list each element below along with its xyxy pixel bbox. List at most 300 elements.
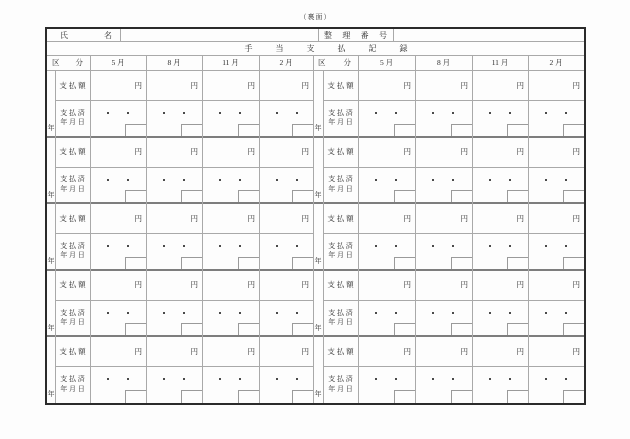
block-divider-line <box>47 136 584 138</box>
date-dot-icon <box>489 112 491 114</box>
amount-cell <box>259 270 313 300</box>
date-dot-icon <box>183 312 185 314</box>
year-cell <box>47 137 55 204</box>
date-dot-icon <box>509 378 511 380</box>
paid-date-label-line1: 支 払 済 <box>60 241 85 250</box>
grid-line-vertical <box>202 55 203 403</box>
yen-suffix: 円 <box>403 213 411 223</box>
paid-date-cell <box>202 366 259 403</box>
grid-line-horizontal <box>323 233 584 234</box>
paid-date-label-line2: 年 月 日 <box>328 118 353 127</box>
amount-label: 支 払 額 <box>327 346 354 356</box>
serial-number-label <box>318 29 393 41</box>
paid-date-cell <box>528 167 584 204</box>
yen-suffix: 円 <box>134 147 142 157</box>
yen-suffix: 円 <box>247 147 255 157</box>
month-header-cell <box>415 55 472 70</box>
grid-line-horizontal <box>55 100 313 101</box>
date-dot-icon <box>163 112 165 114</box>
paid-date-cell <box>146 100 202 137</box>
yen-suffix: 円 <box>460 280 468 290</box>
paid-date-label-line2: 年 月 日 <box>60 318 85 327</box>
yen-suffix: 円 <box>460 80 468 90</box>
amount-cell <box>415 137 472 167</box>
paid-date-cell <box>259 300 313 337</box>
paid-date-label-line1: 支 払 済 <box>328 308 353 317</box>
year-label: 年 <box>314 257 322 266</box>
amount-cell <box>146 270 202 300</box>
date-dot-icon <box>395 112 397 114</box>
month-header-cell <box>472 55 528 70</box>
amount-cell <box>202 270 259 300</box>
yen-suffix: 円 <box>403 346 411 356</box>
block-divider-line <box>47 269 584 271</box>
paid-date-label-line1: 支 払 済 <box>60 175 85 184</box>
amount-label: 支 払 額 <box>59 280 86 290</box>
date-dot-icon <box>375 112 377 114</box>
month-header-cell <box>90 55 146 70</box>
date-dot-icon <box>107 245 109 247</box>
amount-cell <box>358 137 415 167</box>
month-header-label: 8 月 <box>436 58 451 67</box>
year-cell <box>47 203 55 270</box>
date-dot-icon <box>296 312 298 314</box>
serial-label-char: 整 <box>324 30 332 40</box>
paid-date-cell <box>202 100 259 137</box>
category-label-char: 分 <box>75 58 83 67</box>
amount-label-cell <box>323 203 358 233</box>
year-label: 年 <box>47 323 55 332</box>
amount-cell <box>259 336 313 366</box>
date-dot-icon <box>107 378 109 380</box>
amount-cell <box>90 336 146 366</box>
serial-value-field <box>393 29 584 41</box>
paid-date-label-cell <box>323 167 358 204</box>
date-dot-icon <box>395 378 397 380</box>
amount-label-cell <box>55 70 90 100</box>
date-dot-icon <box>432 378 434 380</box>
grid-line-vertical <box>90 55 91 403</box>
amount-label-cell <box>323 137 358 167</box>
serial-label-char: 番 <box>360 30 369 40</box>
yen-suffix: 円 <box>190 147 198 157</box>
paid-date-label-cell <box>55 300 90 337</box>
year-label: 年 <box>314 323 322 332</box>
date-dot-icon <box>565 179 567 181</box>
year-label: 年 <box>314 190 322 199</box>
yen-suffix: 円 <box>516 346 524 356</box>
date-dot-icon <box>276 179 278 181</box>
paid-date-cell <box>202 233 259 270</box>
date-dot-icon <box>296 112 298 114</box>
date-dot-icon <box>509 245 511 247</box>
serial-label-char: 号 <box>378 30 387 40</box>
date-dot-icon <box>452 179 454 181</box>
amount-label: 支 払 額 <box>327 280 354 290</box>
amount-label-cell <box>323 70 358 100</box>
yen-suffix: 円 <box>403 80 411 90</box>
date-dot-icon <box>432 179 434 181</box>
name-label-char: 氏 <box>60 30 68 40</box>
paid-date-cell <box>259 366 313 403</box>
date-dot-icon <box>296 179 298 181</box>
date-dot-icon <box>219 312 221 314</box>
date-dot-icon <box>545 378 547 380</box>
paid-date-cell <box>358 167 415 204</box>
paid-date-cell <box>415 167 472 204</box>
date-dot-icon <box>395 179 397 181</box>
yen-suffix: 円 <box>134 346 142 356</box>
grid-line-horizontal <box>323 366 584 367</box>
yen-suffix: 円 <box>190 280 198 290</box>
paid-date-cell <box>472 300 528 337</box>
paid-date-cell <box>146 300 202 337</box>
category-header-cell <box>313 55 358 70</box>
date-dot-icon <box>183 245 185 247</box>
yen-suffix: 円 <box>301 346 309 356</box>
paid-date-cell <box>528 366 584 403</box>
paid-date-cell <box>146 167 202 204</box>
amount-label: 支 払 額 <box>59 147 86 157</box>
paid-date-label-line2: 年 月 日 <box>60 251 85 260</box>
paid-date-label-line1: 支 払 済 <box>328 241 353 250</box>
paid-date-cell <box>358 100 415 137</box>
paid-date-cell <box>415 366 472 403</box>
date-dot-icon <box>163 245 165 247</box>
date-dot-icon <box>452 312 454 314</box>
date-dot-icon <box>489 378 491 380</box>
paid-date-cell <box>472 366 528 403</box>
category-label-char: 区 <box>318 58 326 67</box>
amount-cell <box>146 336 202 366</box>
date-dot-icon <box>219 179 221 181</box>
yen-suffix: 円 <box>247 280 255 290</box>
date-dot-icon <box>565 378 567 380</box>
amount-cell <box>528 137 584 167</box>
amount-cell <box>472 70 528 100</box>
date-dot-icon <box>219 245 221 247</box>
amount-label: 支 払 額 <box>327 80 354 90</box>
grid-line-vertical <box>120 29 121 41</box>
amount-cell <box>472 270 528 300</box>
date-dot-icon <box>565 245 567 247</box>
month-header-cell <box>528 55 584 70</box>
yen-suffix: 円 <box>460 147 468 157</box>
date-dot-icon <box>489 245 491 247</box>
yen-suffix: 円 <box>247 80 255 90</box>
paid-date-label-cell <box>55 100 90 137</box>
paid-date-label-line1: 支 払 済 <box>60 308 85 317</box>
paid-date-label-line2: 年 月 日 <box>60 118 85 127</box>
grid-line-vertical <box>55 70 56 403</box>
paid-date-label-line2: 年 月 日 <box>328 318 353 327</box>
grid-line-horizontal <box>323 100 584 101</box>
amount-cell <box>415 70 472 100</box>
date-dot-icon <box>375 312 377 314</box>
date-dot-icon <box>432 245 434 247</box>
paid-date-label-line1: 支 払 済 <box>328 175 353 184</box>
amount-label-cell <box>323 270 358 300</box>
form-title-text: 手当支払記録 <box>244 43 431 53</box>
amount-cell <box>415 203 472 233</box>
year-cell <box>313 270 323 337</box>
date-dot-icon <box>489 312 491 314</box>
day-entry-box <box>394 390 415 403</box>
amount-cell <box>472 203 528 233</box>
amount-cell <box>90 203 146 233</box>
paid-date-cell <box>259 233 313 270</box>
month-header-label: 8 月 <box>167 58 181 67</box>
month-header-label: 11 月 <box>491 58 509 67</box>
amount-cell <box>528 203 584 233</box>
grid-line-vertical <box>259 55 260 403</box>
month-header-label: 5 月 <box>111 58 125 67</box>
paid-date-label-line2: 年 月 日 <box>328 384 353 393</box>
amount-label-cell <box>55 270 90 300</box>
date-dot-icon <box>545 245 547 247</box>
paid-date-label-cell <box>55 167 90 204</box>
paid-date-cell <box>358 366 415 403</box>
amount-label-cell <box>323 336 358 366</box>
paid-date-label-cell <box>55 233 90 270</box>
amount-label: 支 払 額 <box>327 213 354 223</box>
date-dot-icon <box>127 179 129 181</box>
grid-line-vertical <box>415 55 416 403</box>
amount-cell <box>259 70 313 100</box>
paid-date-cell <box>90 167 146 204</box>
date-dot-icon <box>296 378 298 380</box>
grid-line-horizontal <box>55 233 313 234</box>
date-dot-icon <box>452 378 454 380</box>
date-dot-icon <box>509 112 511 114</box>
name-value-field <box>120 29 318 41</box>
paid-date-cell <box>146 233 202 270</box>
month-header-cell <box>202 55 259 70</box>
amount-cell <box>472 137 528 167</box>
year-cell <box>313 137 323 204</box>
month-header-label: 11 月 <box>222 58 239 67</box>
amount-cell <box>415 336 472 366</box>
category-label-char: 区 <box>52 58 60 67</box>
paid-date-cell <box>528 233 584 270</box>
year-cell <box>313 336 323 403</box>
date-dot-icon <box>276 245 278 247</box>
paid-date-cell <box>472 233 528 270</box>
day-entry-box <box>181 390 202 403</box>
day-entry-box <box>563 390 584 403</box>
amount-cell <box>146 70 202 100</box>
amount-cell <box>90 137 146 167</box>
serial-label-char: 理 <box>342 30 351 40</box>
amount-label-cell <box>55 203 90 233</box>
amount-label: 支 払 額 <box>59 346 86 356</box>
paid-date-label-cell <box>323 233 358 270</box>
grid-line-horizontal <box>323 300 584 301</box>
amount-cell <box>358 203 415 233</box>
grid-line-horizontal <box>47 41 584 42</box>
yen-suffix: 円 <box>134 80 142 90</box>
date-dot-icon <box>395 312 397 314</box>
yen-suffix: 円 <box>134 280 142 290</box>
amount-cell <box>528 336 584 366</box>
paid-date-cell <box>90 233 146 270</box>
grid-line-vertical <box>318 29 319 41</box>
yen-suffix: 円 <box>301 80 309 90</box>
amount-label: 支 払 額 <box>59 213 86 223</box>
date-dot-icon <box>127 312 129 314</box>
year-label: 年 <box>47 390 55 399</box>
grid-line-vertical <box>313 55 314 403</box>
grid-line-vertical <box>146 55 147 403</box>
amount-cell <box>358 270 415 300</box>
year-cell <box>47 70 55 137</box>
grid-line-vertical <box>358 55 359 403</box>
yen-suffix: 円 <box>516 213 524 223</box>
yen-suffix: 円 <box>301 213 309 223</box>
year-label: 年 <box>47 257 55 266</box>
yen-suffix: 円 <box>403 280 411 290</box>
amount-label-cell <box>55 137 90 167</box>
yen-suffix: 円 <box>190 346 198 356</box>
paid-date-label-line2: 年 月 日 <box>328 251 353 260</box>
yen-suffix: 円 <box>301 280 309 290</box>
amount-cell <box>90 270 146 300</box>
year-cell <box>313 70 323 137</box>
month-header-label: 5 月 <box>379 58 394 67</box>
paid-date-cell <box>415 233 472 270</box>
paid-date-cell <box>415 300 472 337</box>
paid-date-cell <box>146 366 202 403</box>
date-dot-icon <box>163 312 165 314</box>
grid-line-horizontal <box>55 167 313 168</box>
date-dot-icon <box>489 179 491 181</box>
day-entry-box <box>292 390 313 403</box>
yen-suffix: 円 <box>516 80 524 90</box>
paid-date-label-cell <box>323 300 358 337</box>
yen-suffix: 円 <box>516 147 524 157</box>
year-label: 年 <box>47 190 55 199</box>
date-dot-icon <box>509 179 511 181</box>
date-dot-icon <box>163 179 165 181</box>
yen-suffix: 円 <box>572 80 580 90</box>
paid-date-cell <box>528 300 584 337</box>
amount-cell <box>358 70 415 100</box>
date-dot-icon <box>452 112 454 114</box>
yen-suffix: 円 <box>190 80 198 90</box>
date-dot-icon <box>509 312 511 314</box>
grid-line-horizontal <box>323 167 584 168</box>
date-dot-icon <box>452 245 454 247</box>
name-label-char: 名 <box>104 30 112 40</box>
yen-suffix: 円 <box>516 280 524 290</box>
date-dot-icon <box>127 245 129 247</box>
month-header-cell <box>146 55 202 70</box>
paid-date-label-line2: 年 月 日 <box>328 184 353 193</box>
date-dot-icon <box>239 378 241 380</box>
year-cell <box>47 270 55 337</box>
yen-suffix: 円 <box>247 213 255 223</box>
yen-suffix: 円 <box>247 346 255 356</box>
year-label: 年 <box>314 124 322 133</box>
date-dot-icon <box>375 245 377 247</box>
paid-date-label-line1: 支 払 済 <box>60 108 85 117</box>
date-dot-icon <box>107 179 109 181</box>
yen-suffix: 円 <box>572 147 580 157</box>
grid-line-vertical <box>323 70 324 403</box>
date-dot-icon <box>107 312 109 314</box>
date-dot-icon <box>545 179 547 181</box>
date-dot-icon <box>183 112 185 114</box>
yen-suffix: 円 <box>572 280 580 290</box>
date-dot-icon <box>432 112 434 114</box>
paid-date-cell <box>90 300 146 337</box>
date-dot-icon <box>219 378 221 380</box>
amount-cell <box>202 336 259 366</box>
date-dot-icon <box>276 112 278 114</box>
month-header-cell <box>259 55 313 70</box>
grid-line-horizontal <box>55 366 313 367</box>
form-title <box>47 41 584 55</box>
paid-date-cell <box>90 100 146 137</box>
day-entry-box <box>451 390 472 403</box>
paid-date-label-cell <box>55 366 90 403</box>
paid-date-cell <box>472 100 528 137</box>
paid-date-cell <box>90 366 146 403</box>
amount-cell <box>415 270 472 300</box>
yen-suffix: 円 <box>134 213 142 223</box>
amount-cell <box>202 203 259 233</box>
date-dot-icon <box>375 179 377 181</box>
day-entry-box <box>238 390 259 403</box>
date-dot-icon <box>375 378 377 380</box>
date-dot-icon <box>276 312 278 314</box>
year-cell <box>313 203 323 270</box>
block-divider-line <box>47 202 584 204</box>
yen-suffix: 円 <box>460 346 468 356</box>
yen-suffix: 円 <box>572 213 580 223</box>
date-dot-icon <box>107 112 109 114</box>
amount-label: 支 払 額 <box>327 147 354 157</box>
month-header-label: 2 月 <box>279 58 293 67</box>
grid-line-vertical <box>393 29 394 41</box>
grid-line-horizontal <box>47 55 584 56</box>
paid-date-cell <box>415 100 472 137</box>
payment-record-table <box>45 27 586 405</box>
amount-cell <box>90 70 146 100</box>
amount-cell <box>259 137 313 167</box>
paid-date-cell <box>259 100 313 137</box>
paid-date-cell <box>358 300 415 337</box>
paid-date-cell <box>528 100 584 137</box>
date-dot-icon <box>127 378 129 380</box>
yen-suffix: 円 <box>190 213 198 223</box>
paid-date-cell <box>358 233 415 270</box>
paid-date-cell <box>202 167 259 204</box>
paid-date-label-line1: 支 払 済 <box>60 375 85 384</box>
paid-date-cell <box>472 167 528 204</box>
grid-line-horizontal <box>47 70 584 71</box>
amount-cell <box>259 203 313 233</box>
paid-date-label-line1: 支 払 済 <box>328 375 353 384</box>
grid-line-vertical <box>472 55 473 403</box>
paid-date-label-cell <box>323 100 358 137</box>
paid-date-label-line2: 年 月 日 <box>60 384 85 393</box>
yen-suffix: 円 <box>460 213 468 223</box>
year-label: 年 <box>47 124 55 133</box>
side-label: （裏面） <box>299 13 332 21</box>
yen-suffix: 円 <box>403 147 411 157</box>
year-cell <box>47 336 55 403</box>
